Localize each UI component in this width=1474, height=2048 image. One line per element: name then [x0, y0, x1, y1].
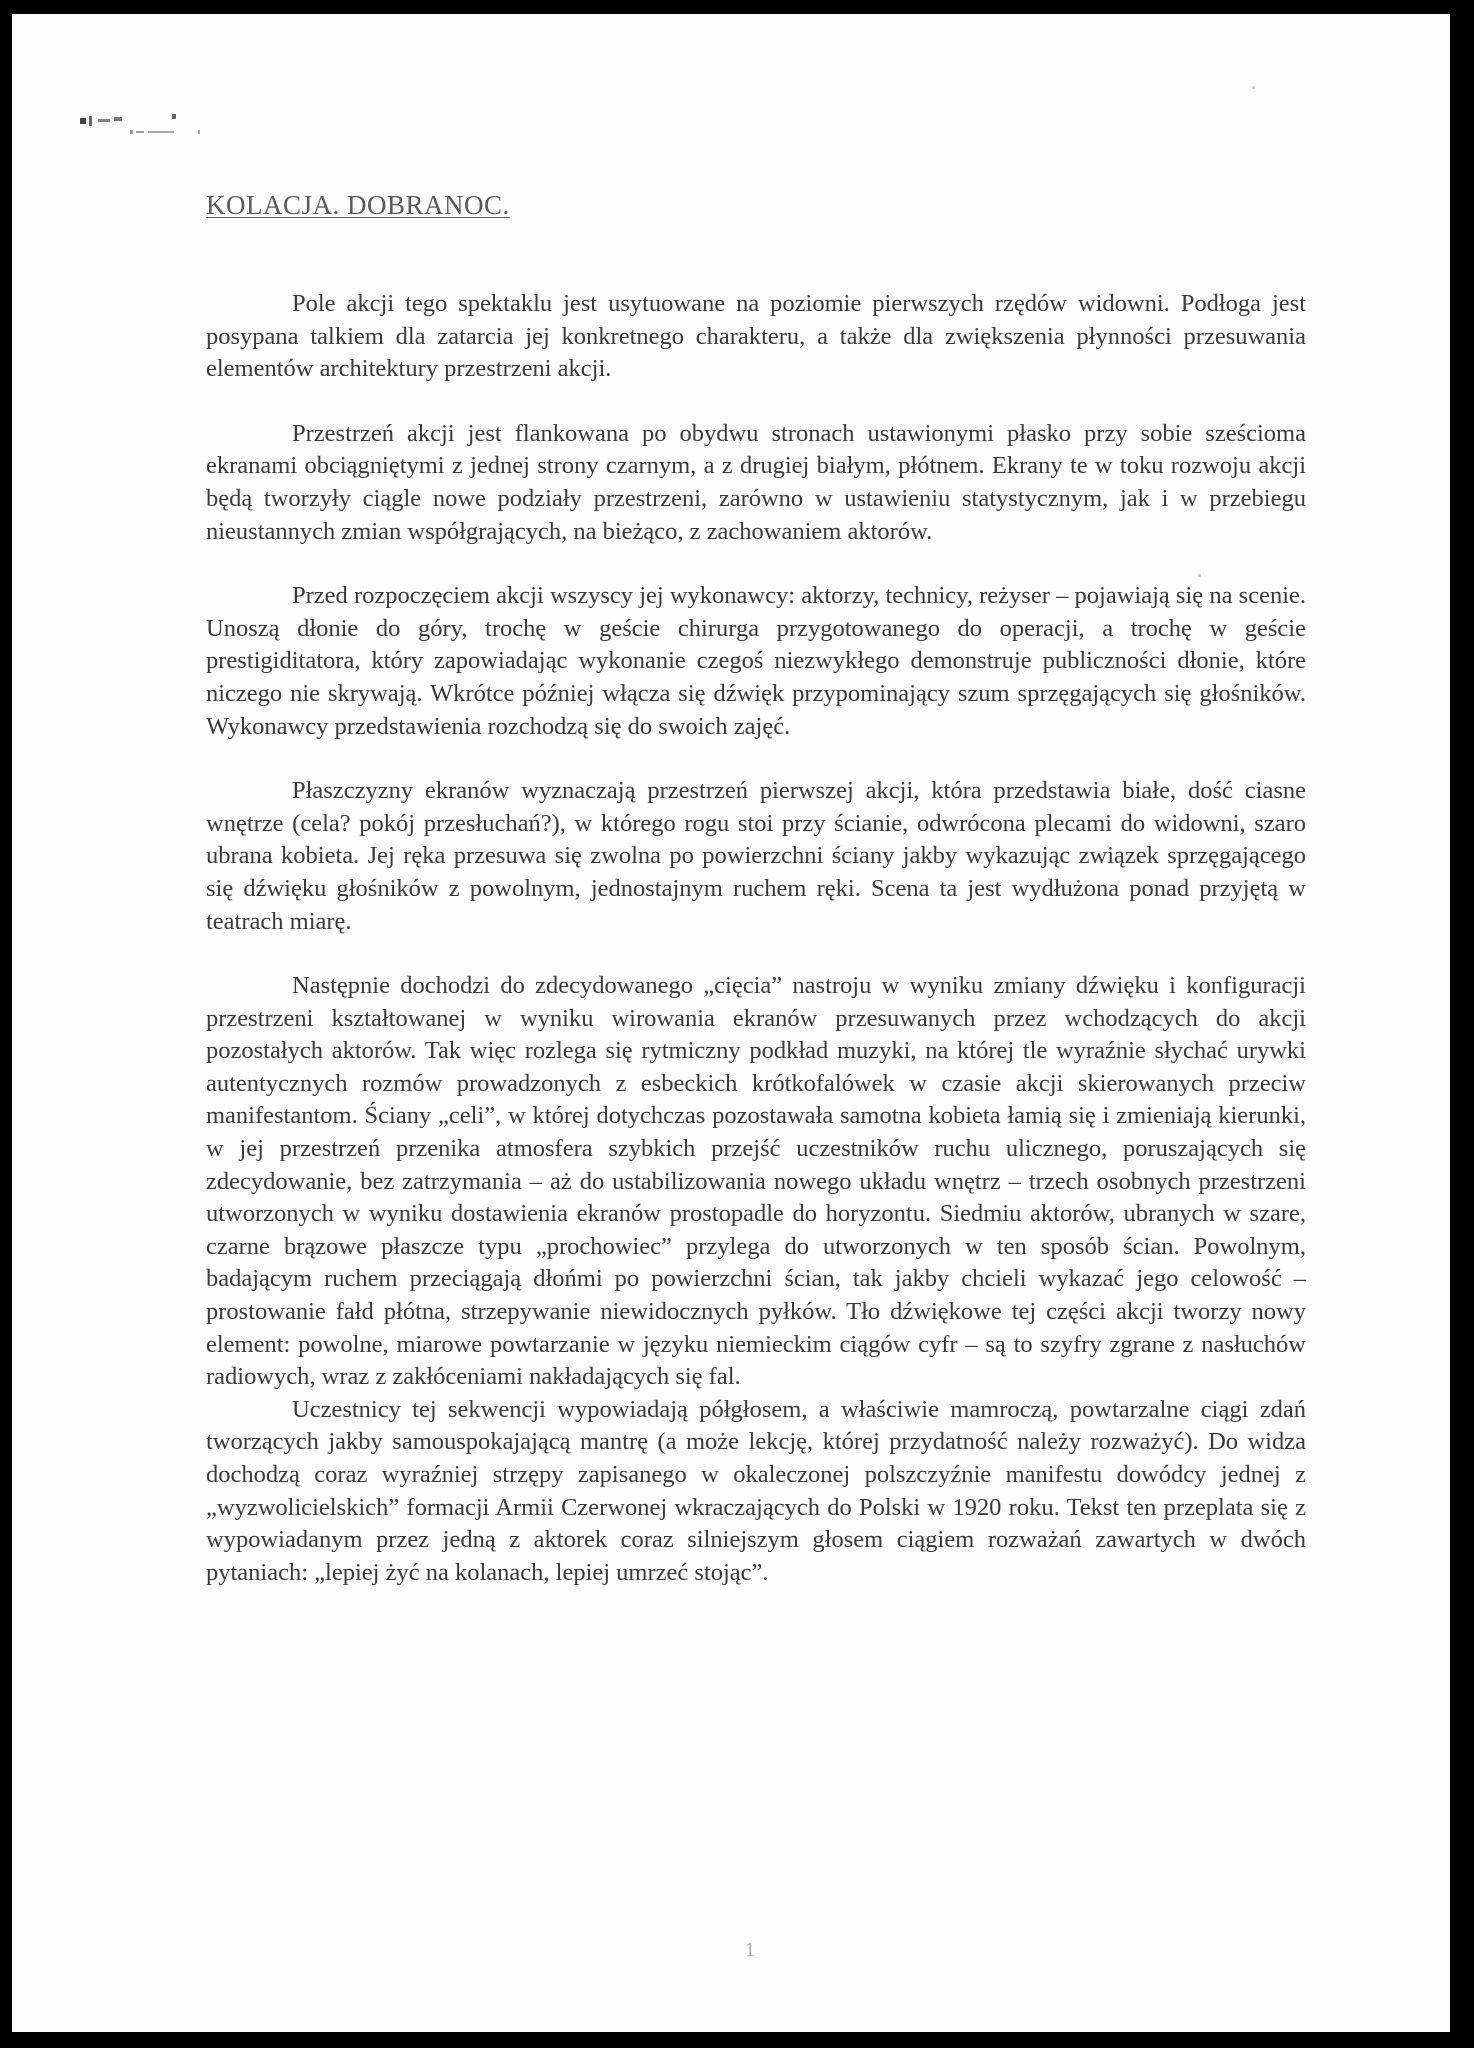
page-number: 1 [745, 1939, 755, 1961]
document-page [12, 14, 1450, 2032]
paragraph-4: Płaszczyzny ekranów wyznaczają przestrzeń pierwszej akcji, która przedstawia białe, dość ciasne wnętrze (cela? pokój przesłuchań?), w którego rogu stoi przy ścianie, odwrócona plecami do widowni, szaro ubrana kobieta. Jej ręka przesuwa się zwolna po powierzchni ściany jakby wykazując związek sprzęgającego się dźwięku głośników z powolnym, jednostajnym ruchem ręki. Scena ta jest wydłużona ponad przyjętą w teatrach miarę. [206, 777, 1306, 935]
paragraph-3: Przed rozpoczęciem akcji wszyscy jej wykonawcy: aktorzy, technicy, reżyser – pojawiają się na scenie. Unoszą dłonie do góry, trochę w geście chirurga przygotowanego do operacji, a trochę w geście prestigiditatora, który zapowiadając wykonanie czegoś niezwykłego demonstruje publiczności dłonie, które niczego nie skrywają. Wkrótce później włącza się dźwięk przypominający szum sprzęgających się głośników. Wykonawcy przedstawienia rozchodzą się do swoich zajęć. [206, 582, 1306, 740]
document-title: KOLACJA. DOBRANOC. [206, 190, 510, 220]
scan-speck [1252, 86, 1255, 89]
paragraph-6: Uczestnicy tej sekwencji wypowiadają półgłosem, a właściwie mamroczą, powtarzalne ciągi zdań tworzących jakby samouspokajającą mantrę (a może lekcję, której przydatność należy rozważyć). Do widza dochodzą coraz wyraźniej strzępy zapisanego w okaleczonej polszczyźnie manifestu dowódcy jednej z „wyzwolicielskich” formacji Armii Czerwonej wkraczających do Polski w 1920 roku. Tekst ten przeplata się z wypowiadanym przez jedną z aktorek coraz silniejszym głosem ciągiem rozważań zawartych w dwóch pytaniach: „lepiej żyć na kolanach, lepiej umrzeć stojąc”. [206, 1395, 1306, 1586]
paragraph-2: Przestrzeń akcji jest flankowana po obydwu stronach ustawionymi płasko przy sobie sześcioma ekranami obciągniętymi z jednej strony czarnym, a z drugiej białym, płótnem. Ekrany te w toku rozwoju akcji będą tworzyły ciągle nowe podziały przestrzeni, zarówno w ustawieniu statystycznym, jak i w przebiegu nieustannych zmian współgrających, na bieżąco, z zachowaniem aktorów. [206, 419, 1306, 545]
scan-speck [1198, 574, 1201, 577]
paragraph-5: Następnie dochodzi do zdecydowanego „cięcia” nastroju w wyniku zmiany dźwięku i konfiguracji przestrzeni kształtowanej w wyniku wirowania ekranów przesuwanych przez wchodzących do akcji pozostałych aktorów. Tak więc rozlega się rytmiczny podkład muzyki, na której tle wyraźnie słychać urywki autentycznych rozmów prowadzonych z esbeckich krótkofalówek w czasie akcji skierowanych przeciw manifestantom. Ściany „celi”, w której dotychczas pozostawała samotna kobieta łamią się i zmieniają kierunki, w jej przestrzeń przenika atmosfera szybkich przejść uczestników ruchu ulicznego, poruszających się zdecydowanie, bez zatrzymania – aż do ustabilizowania nowego układu wnętrz – trzech osobnych przestrzeni utworzonych w wyniku dostawienia ekranów prostopadle do horyzontu. Siedmiu aktorów, ubranych w szare, czarne brązowe płaszcze typu „prochowiec” przylega do utworzonych w ten sposób ścian. Powolnym, badającym ruchem przeciągają dłońmi po powierzchni ścian, tak jakby chcieli wykazać jego celowość – prostowanie fałd płótna, strzepywanie niewidocznych pyłków. Tło dźwiękowe tej części akcji tworzy nowy element: powolne, miarowe powtarzanie w języku niemieckim ciągów cyfr – są to szyfry zgrane z nasłuchów radiowych, wraz z zakłóceniami nakładających się fal. [206, 972, 1306, 1391]
paragraph-1: Pole akcji tego spektaklu jest usytuowane na poziomie pierwszych rzędów widowni. Podłoga jest posypana talkiem dla zatarcia jej konkretnego charakteru, a także dla zwiększenia płynności przesuwania elementów architektury przestrzeni akcji. [206, 290, 1306, 383]
document-body [206, 288, 1306, 1589]
scan-artifact-mark [80, 110, 220, 140]
